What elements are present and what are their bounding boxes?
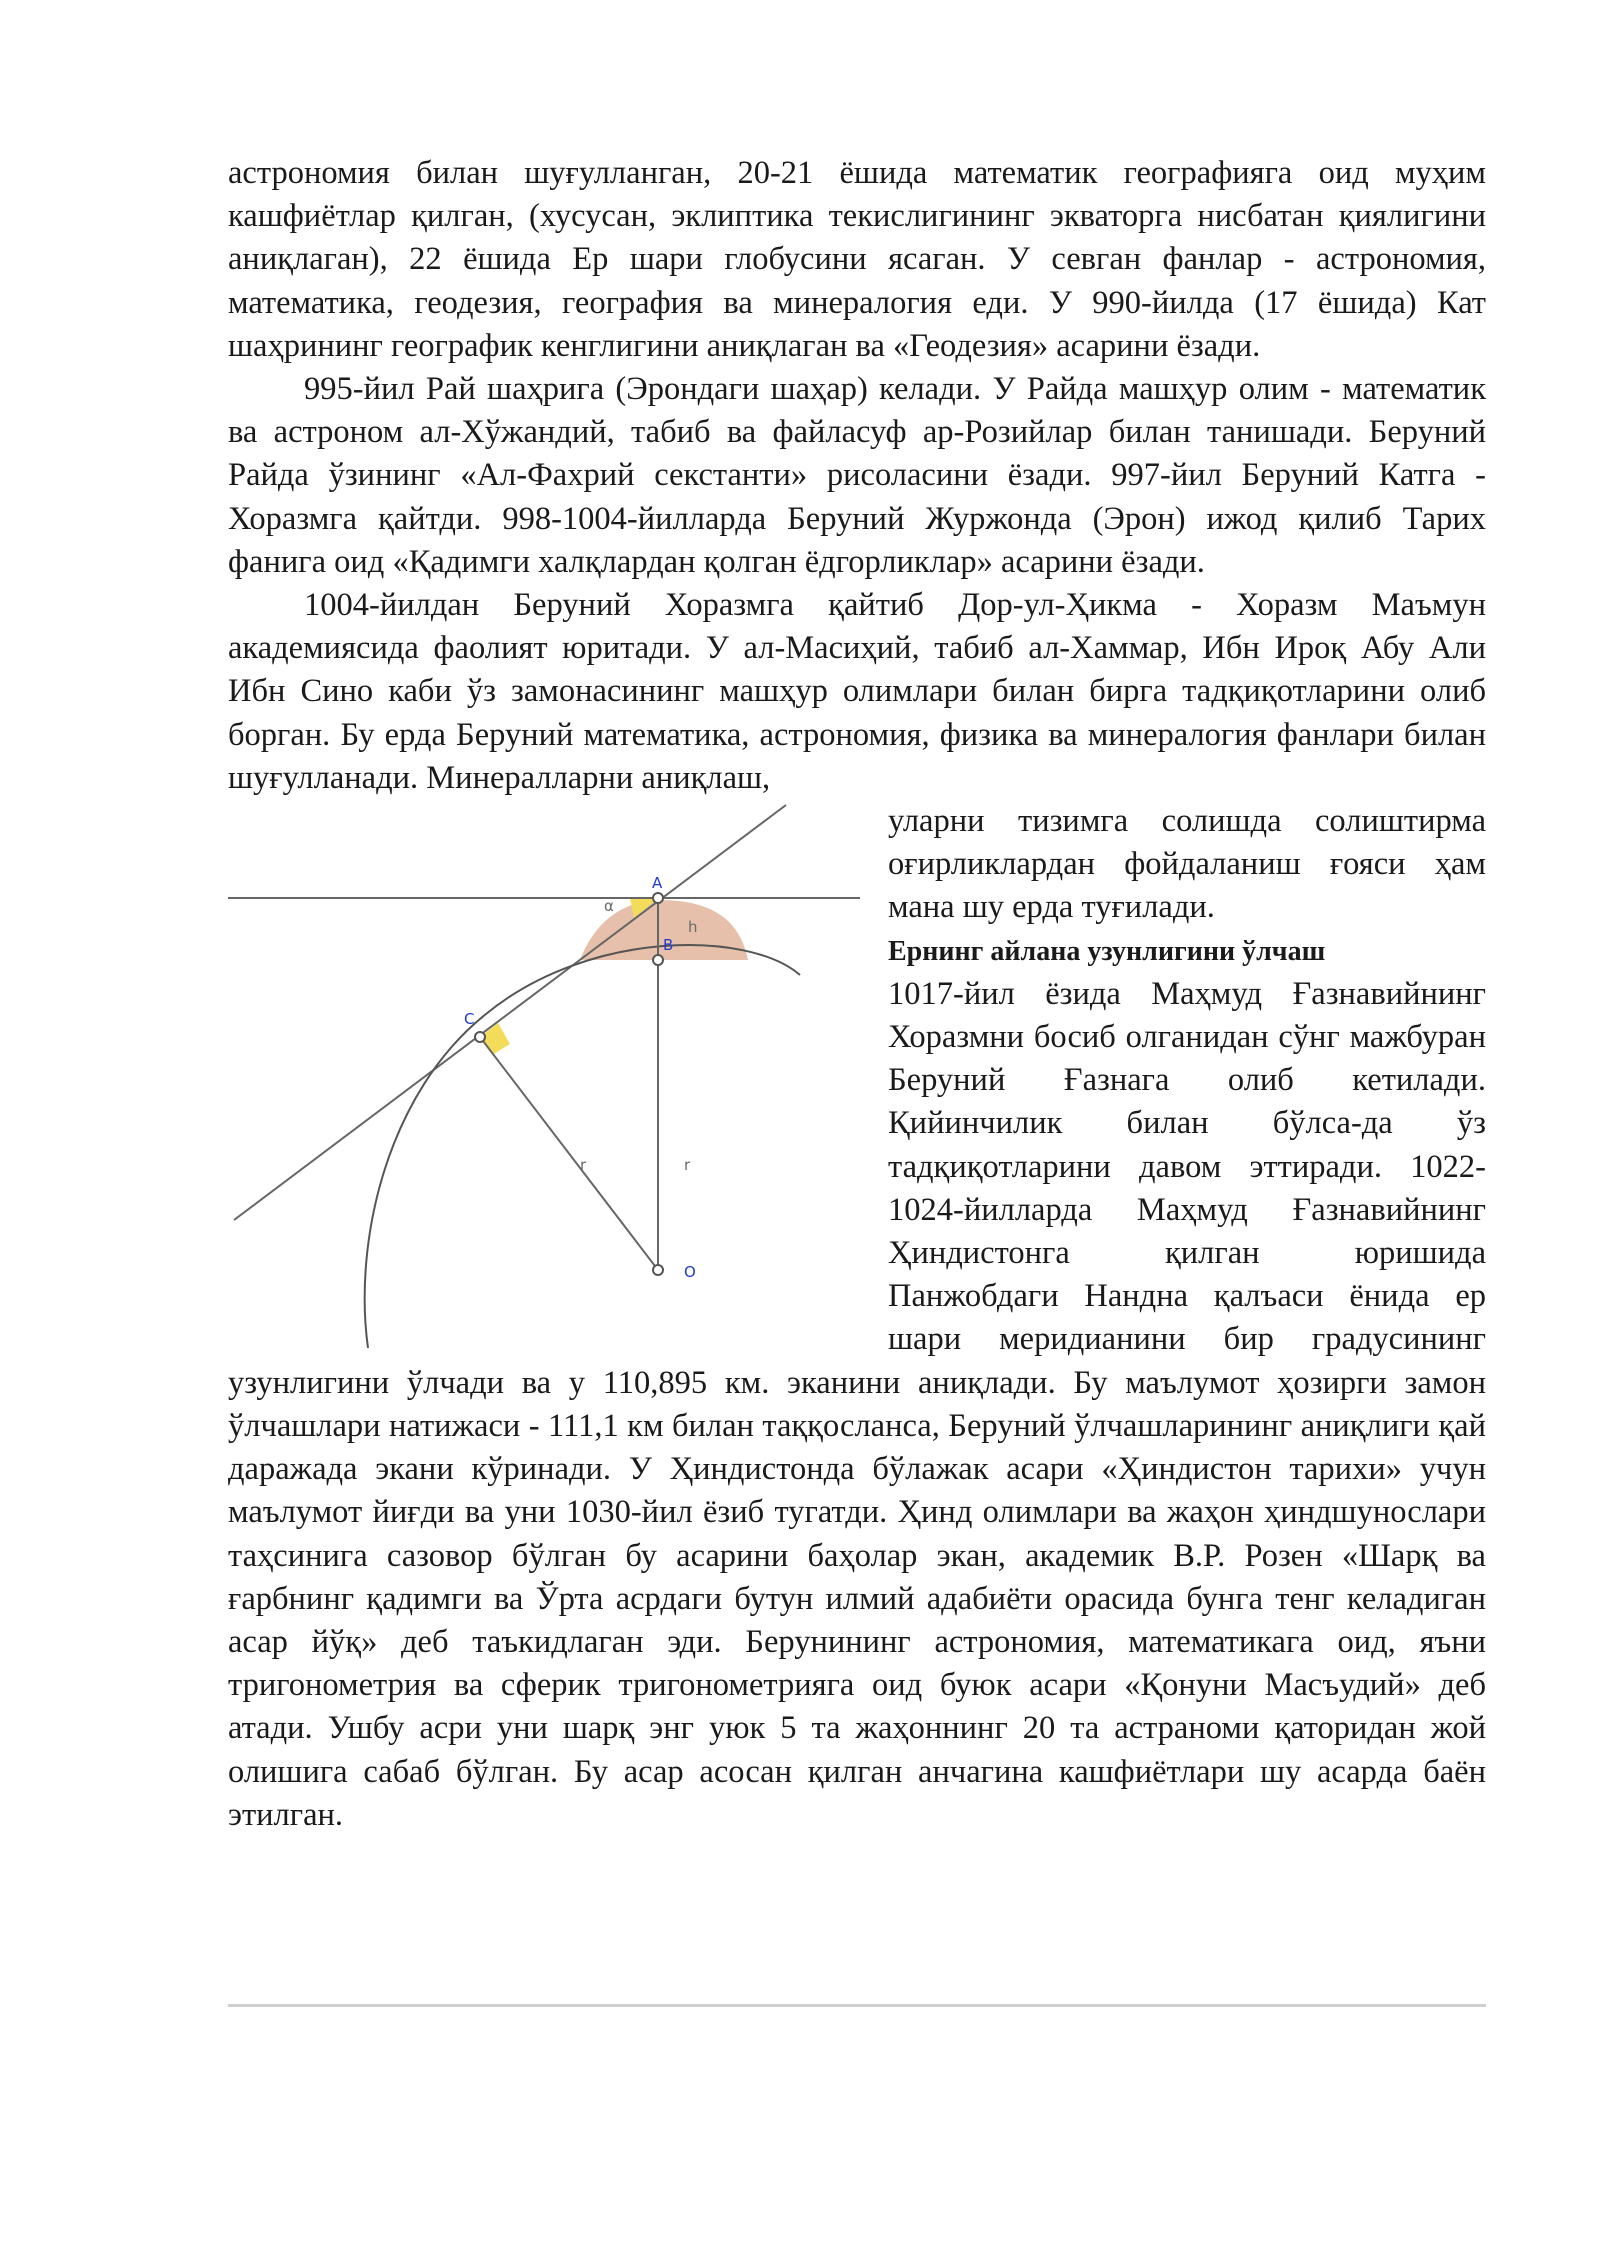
paragraph-3-continued: уларни тизимга солишда солиштирма оғирликлардан фойдаланиш ғояси ҳам мана шу ерда туғилади. bbox=[888, 803, 1486, 926]
paragraph-4: 1017-йил ёзида Маҳмуд Ғазнавийнинг Хоразмни босиб олганидан сўнг мажбуран Беруний Ғазнага олиб кетилади. Қийинчилик билан бўлса-да ўз тадқиқотларини давом эттиради. 1022-1024-йилларда Маҳмуд Ғазнавийнинг Ҳиндистонга қилган юришида Панжобдаги Нандна қалъаси ёнида ер шари меридианини бир градусининг узунлигини ўлчади ва у 110,895 км. эканини аниқлади. Бу маълумот ҳозирги замон ўлчашлари натижаси - 111,1 км билан таққосланса, Беруний ўлчашларининг аниқлиги қай даражада экани кўринади. У Ҳиндистонда бўлажак асари «Ҳиндистон тарихи» учун маълумот йиғди ва уни 1030-йил ёзиб тугатди. Ҳинд олимлари ва жаҳон ҳиндшунослари таҳсинига сазовор бўлган бу асарини баҳолар экан, академик В.Р. Розен «Шарқ ва ғарбнинг қадимги ва Ўрта асрдаги бутун илмий адабиёти орасида бунга тенг келадиган асар йўқ» деб таъкидлаган эди. Берунининг астрономия, математикага оид, яъни тригонометрия ва сферик тригонометрияга оид буюк асари «Қонуни Масъудий» деб атади. Ушбу асри уни шарқ энг уюк 5 та жаҳоннинг 20 та астраноми қаторидан жой олишига сабаб бўлган. Бу асар асосан қилган анчагина кашфиётлари шу асарда баён этилган. bbox=[228, 975, 1486, 1833]
geometry-figure bbox=[228, 800, 868, 1350]
label-alpha: α bbox=[604, 897, 614, 916]
paragraph-2: 995-йил Рай шаҳрига (Эрондаги шаҳар) келади. У Райда машҳур олим - математик ва астроном ал-Хўжандий, табиб ва файласуф ар-Розийлар билан танишади. Беруний Райда ўзининг «Ал-Фахрий секстанти» рисоласини ёзади. 997-йил Беруний Катга - Хоразмга қайтди. 998-1004-йилларда Беруний Журжонда (Эрон) ижод қилиб Тарих фанига оид «Қадимги халқлардан қолган ёдгорликлар» асарини ёзади. bbox=[228, 371, 1486, 580]
point-o bbox=[653, 1265, 663, 1275]
point-b bbox=[653, 955, 663, 965]
section-heading: Ернинг айлана узунлигини ўлчаш bbox=[888, 935, 1326, 967]
label-a: A bbox=[652, 874, 663, 893]
label-b: B bbox=[663, 936, 674, 955]
document-page bbox=[228, 152, 1486, 1837]
label-r-oc: r bbox=[580, 1156, 587, 1175]
footer-divider bbox=[228, 2004, 1486, 2007]
label-o: O bbox=[684, 1263, 696, 1282]
label-h: h bbox=[688, 918, 698, 937]
earth-arc bbox=[365, 945, 800, 1348]
label-r-oa: r bbox=[684, 1156, 691, 1175]
tangent-line bbox=[234, 805, 786, 1220]
point-c bbox=[475, 1032, 485, 1042]
paragraph-3: 1004-йилдан Беруний Хоразмга қайтиб Дор-ул-Ҳикма - Хоразм Маъмун академиясида фаолият юритади. У ал-Масиҳий, табиб ал-Хаммар, Ибн Ироқ Абу Али Ибн Сино каби ўз замонасининг машҳур олимлари билан бирга тадқиқотларини олиб борган. Бу ерда Беруний математика, астрономия, физика ва минералогия фанлари билан шуғулланади. Минералларни аниқлаш, bbox=[228, 587, 1486, 796]
figure-text-wrap bbox=[228, 800, 1486, 1837]
paragraph-1: астрономия билан шуғулланган, 20-21 ёшида математик географияга оид муҳим кашфиётлар қилган, (хусусан, эклиптика текислигининг экваторга нисбатан қиялигини аниқлаган), 22 ёшида Ер шари глобусини ясаган. У севган фанлар - астрономия, математика, геодезия, география ва минералогия еди. У 990-йилда (17 ёшида) Кат шаҳрининг географик кенглигини аниқлаган ва «Геодезия» асарини ёзади. bbox=[228, 155, 1486, 364]
radius-oc bbox=[480, 1037, 658, 1270]
point-a bbox=[653, 893, 663, 903]
earth-measurement-diagram bbox=[228, 800, 868, 1350]
label-c: C bbox=[464, 1010, 475, 1029]
